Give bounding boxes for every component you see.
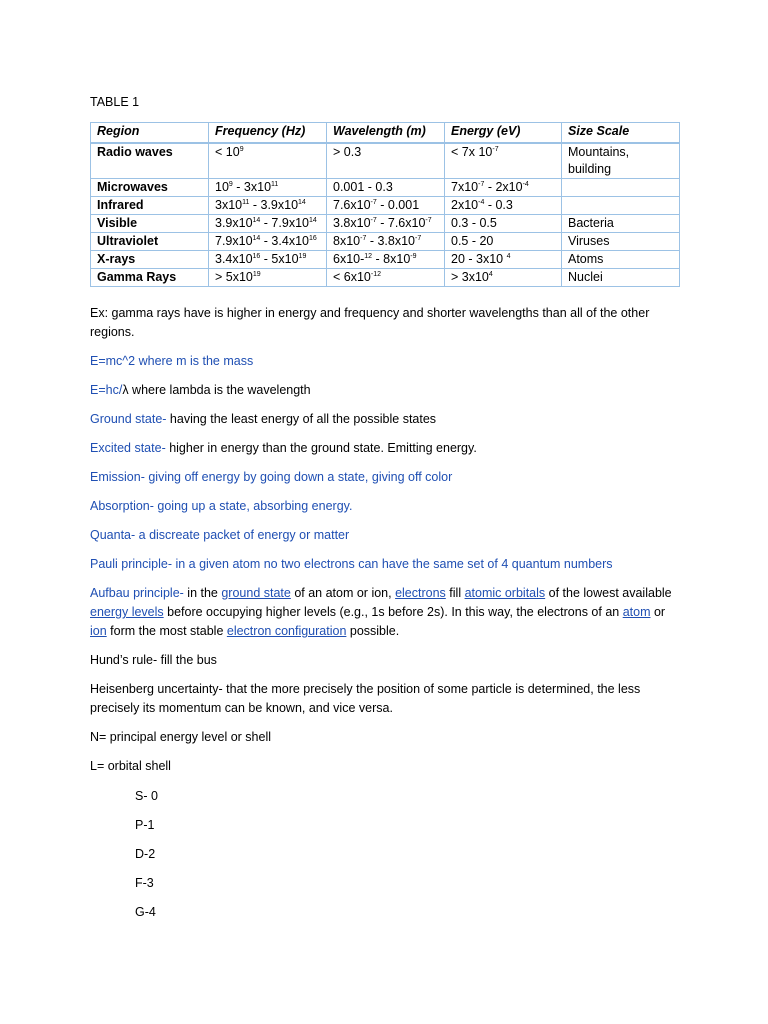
excited-state-term: Excited state-: [90, 441, 166, 455]
value-text: - 2x10: [484, 180, 523, 194]
value-text: 10: [215, 180, 229, 194]
value-text: 3.4x10: [215, 252, 253, 266]
value-text: 0.5 - 20: [451, 234, 494, 248]
region-cell: Gamma Rays: [91, 269, 209, 287]
exponent: 19: [252, 271, 261, 278]
ion-link[interactable]: ion: [90, 624, 107, 638]
exponent: 12: [364, 253, 373, 260]
value-text: 7x10: [451, 180, 479, 194]
orbital-s: S- 0: [135, 789, 158, 803]
value-text: < 6x10: [333, 270, 371, 284]
electron-configuration-link[interactable]: electron configuration: [226, 624, 347, 638]
excited-state-definition: higher in energy than the ground state. Emitting energy.: [165, 441, 477, 455]
exponent: -7: [425, 217, 432, 224]
frequency-cell: [209, 143, 327, 179]
frequency-cell: [209, 251, 327, 269]
energy-cell: [445, 233, 562, 251]
n-definition: N= principal energy level or shell: [90, 730, 271, 744]
exponent: -7: [478, 181, 485, 188]
aufbau-text: fill: [445, 586, 465, 600]
excited-state-note: [90, 439, 680, 458]
ground-state-note: [90, 410, 680, 429]
table-caption: TABLE 1: [90, 95, 140, 109]
energy-cell: [445, 215, 562, 233]
exponent: 11: [242, 199, 250, 206]
region-cell: Microwaves: [91, 179, 209, 197]
energy-cell: [445, 269, 562, 287]
exponent: -7: [492, 146, 499, 153]
exponent: -7: [370, 217, 377, 224]
orbital-d: D-2: [135, 847, 156, 861]
ehc-note: [90, 381, 680, 400]
wavelength-cell: [327, 197, 445, 215]
exponent: 11: [271, 181, 279, 188]
orbital-g: G-4: [135, 905, 156, 919]
emc2-note: E=mc^2 where m is the mass: [90, 354, 254, 368]
value-text: 0.001 - 0.3: [333, 180, 393, 194]
energy-cell: [445, 179, 562, 197]
table-row: [91, 143, 680, 179]
exponent: 9: [239, 146, 244, 153]
exponent: 14: [298, 199, 306, 206]
frequency-cell: [209, 197, 327, 215]
ehc-term: E=hc/: [90, 383, 123, 397]
exponent: -7: [414, 235, 422, 242]
table-row: [91, 233, 680, 251]
frequency-cell: [209, 179, 327, 197]
aufbau-text: before occupying higher levels (e.g., 1s before 2s). In this way, the electrons of an: [163, 605, 623, 619]
value-text: 3.8x10: [333, 216, 371, 230]
exponent: 14: [308, 217, 317, 224]
value-text: > 5x10: [215, 270, 253, 284]
size-scale-cell: Nuclei: [562, 269, 680, 287]
absorption-note: Absorption- going up a state, absorbing energy.: [90, 499, 353, 513]
value-text: - 7.6x10: [376, 216, 426, 230]
value-text: - 5x10: [260, 252, 299, 266]
header-wavelength: Wavelength (m): [327, 123, 445, 144]
aufbau-text: of an atom or ion,: [290, 586, 396, 600]
value-text: 2x10: [451, 198, 479, 212]
value-text: - 3.8x10: [366, 234, 415, 248]
size-scale-cell: [562, 179, 680, 197]
value-text: < 10: [215, 145, 240, 159]
value-text: < 7x 10: [451, 145, 493, 159]
header-frequency: Frequency (Hz): [209, 123, 327, 144]
gamma-example-note: Ex: gamma rays have is higher in energy and frequency and shorter wavelengths than all of the other regions.: [90, 306, 650, 339]
header-energy: Energy (eV): [445, 123, 562, 144]
region-cell: X-rays: [91, 251, 209, 269]
value-text: - 7.9x10: [260, 216, 309, 230]
energy-cell: [445, 197, 562, 215]
wavelength-cell: [327, 143, 445, 179]
exponent: -4: [478, 199, 485, 206]
atomic-orbitals-link[interactable]: atomic orbitals: [464, 586, 546, 600]
energy-cell: [445, 251, 562, 269]
exponent: 14: [252, 235, 261, 242]
exponent: -7: [370, 199, 377, 206]
aufbau-text: in the: [183, 586, 222, 600]
emission-note: Emission- giving off energy by going down a state, giving off color: [90, 470, 453, 484]
exponent: 14: [252, 217, 261, 224]
value-text: 0.3 - 0.5: [451, 216, 497, 230]
exponent: -4: [522, 181, 529, 188]
exponent: 4: [506, 253, 511, 260]
frequency-cell: [209, 215, 327, 233]
header-size-scale: Size Scale: [562, 123, 680, 144]
orbital-p: P-1: [135, 818, 155, 832]
aufbau-text: of the lowest available: [545, 586, 672, 600]
table-header-row: [91, 123, 680, 144]
atom-link[interactable]: atom: [622, 605, 651, 619]
region-cell: Infrared: [91, 197, 209, 215]
wavelength-cell: [327, 251, 445, 269]
value-text: - 0.3: [484, 198, 513, 212]
region-cell: Radio waves: [91, 143, 209, 179]
aufbau-note: [90, 584, 680, 641]
frequency-cell: [209, 269, 327, 287]
frequency-cell: [209, 233, 327, 251]
exponent: -12: [370, 271, 382, 278]
em-spectrum-table: [90, 122, 680, 287]
size-scale-cell: Viruses: [562, 233, 680, 251]
orbital-f: F-3: [135, 876, 154, 890]
value-text: - 8x10: [372, 252, 411, 266]
value-text: 3.9x10: [215, 216, 253, 230]
wavelength-cell: [327, 269, 445, 287]
wavelength-cell: [327, 233, 445, 251]
size-scale-cell: Atoms: [562, 251, 680, 269]
exponent: -7: [360, 235, 367, 242]
table-row: [91, 197, 680, 215]
value-text: 6x10-: [333, 252, 365, 266]
electrons-link[interactable]: electrons: [395, 586, 446, 600]
exponent: -9: [410, 253, 417, 260]
exponent: 16: [308, 235, 317, 242]
size-scale-cell: Mountains, building: [562, 143, 680, 179]
hund-note: Hund’s rule- fill the bus: [90, 653, 217, 667]
exponent: 9: [228, 181, 233, 188]
value-text: 7.6x10: [333, 198, 371, 212]
size-scale-cell: Bacteria: [562, 215, 680, 233]
aufbau-term: Aufbau principle-: [90, 586, 184, 600]
wavelength-cell: [327, 215, 445, 233]
value-text: > 3x10: [451, 270, 489, 284]
table-row: [91, 251, 680, 269]
ground-state-link[interactable]: ground state: [221, 586, 291, 600]
region-cell: Visible: [91, 215, 209, 233]
table-row: [91, 269, 680, 287]
value-text: - 3x10: [232, 180, 272, 194]
value-text: 20 - 3x10: [451, 252, 507, 266]
pauli-note: Pauli principle- in a given atom no two electrons can have the same set of 4 quantum numbers: [90, 557, 613, 571]
table-row: [91, 215, 680, 233]
ehc-definition: λ where lambda is the wavelength: [122, 383, 311, 397]
value-text: - 0.001: [376, 198, 420, 212]
exponent: 19: [298, 253, 307, 260]
ground-state-definition: having the least energy of all the possible states: [166, 412, 437, 426]
value-text: 8x10: [333, 234, 361, 248]
heisenberg-note: Heisenberg uncertainty- that the more precisely the position of some particle is determined, the less precisely its momentum can be known, and vice versa.: [90, 682, 641, 715]
value-text: - 3.4x10: [260, 234, 309, 248]
aufbau-text: possible.: [346, 624, 400, 638]
l-definition: L= orbital shell: [90, 759, 171, 773]
table-row: [91, 179, 680, 197]
value-text: 7.9x10: [215, 234, 253, 248]
value-text: 3x10: [215, 198, 243, 212]
wavelength-cell: [327, 179, 445, 197]
aufbau-text: form the most stable: [106, 624, 227, 638]
aufbau-text: or: [650, 605, 666, 619]
quanta-note: Quanta- a discreate packet of energy or matter: [90, 528, 350, 542]
exponent: 16: [252, 253, 261, 260]
energy-cell: [445, 143, 562, 179]
header-region: Region: [91, 123, 209, 144]
ground-state-term: Ground state-: [90, 412, 167, 426]
energy-levels-link[interactable]: energy levels: [90, 605, 164, 619]
value-text: > 0.3: [333, 145, 362, 159]
region-cell: Ultraviolet: [91, 233, 209, 251]
size-scale-cell: [562, 197, 680, 215]
exponent: 4: [488, 271, 493, 278]
value-text: - 3.9x10: [249, 198, 299, 212]
